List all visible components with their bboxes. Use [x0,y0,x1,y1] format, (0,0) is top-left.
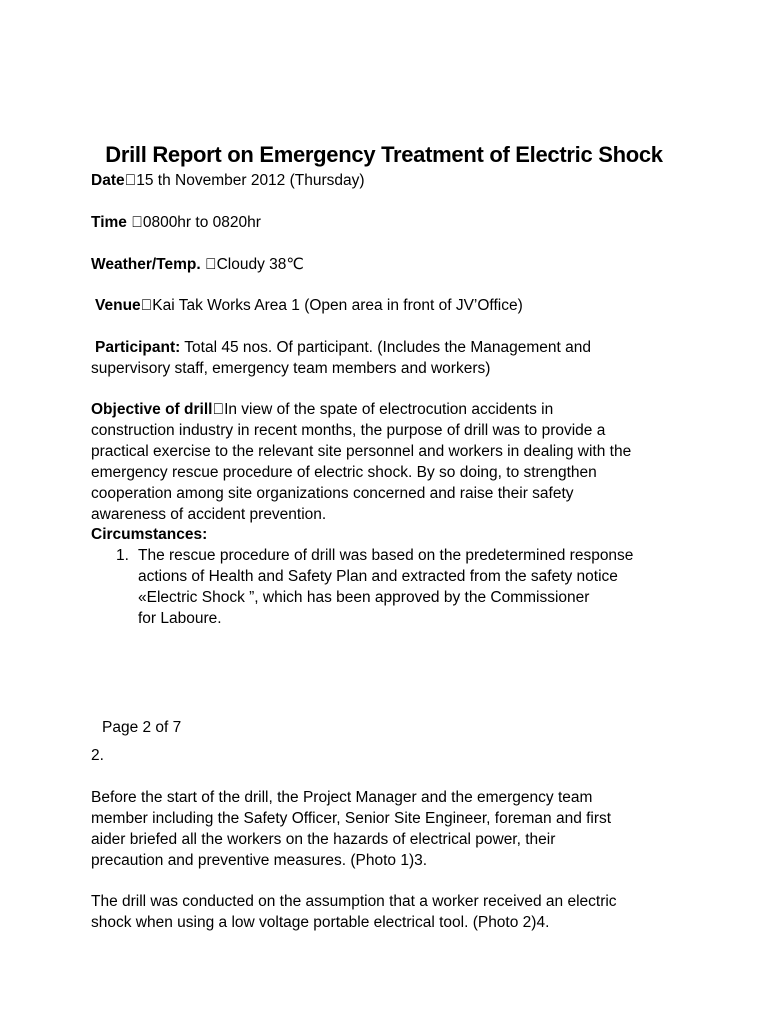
date-separator-glyph [124,172,129,189]
time-label: Time [91,214,132,231]
assumption-paragraph [91,891,691,933]
briefing-line-1: Before the start of the drill, the Project Manager and the emergency team [91,789,593,806]
date-line [91,170,365,191]
time-line [91,212,261,233]
item-2-number: 2. [91,747,104,764]
objective-line-4: emergency rescue procedure of electric shock. By so doing, to strengthen [91,464,597,481]
briefing-paragraph [91,787,691,871]
objective-separator-glyph [212,401,217,418]
assumption-line-1: The drill was conducted on the assumption that a worker received an electric [91,893,617,910]
list-item-line-4: for Laboure. [138,610,222,627]
list-item-line-1: The rescue procedure of drill was based on the predetermined response [138,547,634,564]
objective-line-1: In view of the spate of electrocution accidents in [216,401,546,418]
participant-line-1: Total 45 nos. Of participant. (Includes the Management and [180,339,591,356]
document-title: Drill Report on Emergency Treatment of Electric Shock [105,142,663,167]
briefing-line-4: precaution and preventive measures. (Photo 1)3. [91,852,428,869]
list-item-line-2: actions of Health and Safety Plan and extracted from the safety notice [138,568,618,585]
circumstances-heading: Circumstances: [91,526,208,543]
briefing-line-3: aider briefed all the workers on the hazards of electrical power, their [91,831,556,848]
objective-line-3: practical exercise to the relevant site personnel and workers in dealing with the [91,443,632,460]
list-item-body [138,545,633,629]
venue-label: Venue [95,297,141,314]
venue-value: Kai Tak Works Area 1 (Open area in front of JV’Office) [144,297,516,314]
objective-line-6: awareness of accident prevention. [91,506,327,523]
page-indicator: Page 2 of 7 [102,719,182,736]
participant-line-2: supervisory staff, emergency team members and workers) [91,360,491,377]
time-value: 0800hr to 0820hr [131,214,250,231]
weather-label: Weather/Temp. [91,256,205,273]
list-item-number: 1. [116,547,129,564]
briefing-line-2: member including the Safety Officer, Senior Site Engineer, foreman and first [91,810,612,827]
assumption-line-2: shock when using a low voltage portable electrical tool. (Photo 2)4. [91,914,550,931]
date-value: 15 th November 2012 (Thursday) [128,172,358,189]
objective-line-5: cooperation among site organizations concerned and raise their safety [91,485,574,502]
weather-separator-glyph [205,256,217,273]
list-item-line-3: «Electric Shock ”, which has been approved by the Commissioner [138,589,590,606]
time-separator-glyph [131,214,143,231]
venue-separator-glyph [140,297,145,314]
weather-value: Cloudy 38℃ [204,256,293,273]
participant-label: Participant: [95,339,181,356]
objective-paragraph [91,399,691,525]
date-label: Date [91,172,125,189]
weather-line [91,254,304,275]
participant-paragraph [91,337,691,379]
objective-label: Objective of drill [91,401,213,418]
venue-line [95,295,523,316]
objective-line-2: construction industry in recent months, the purpose of drill was to provide a [91,422,606,439]
